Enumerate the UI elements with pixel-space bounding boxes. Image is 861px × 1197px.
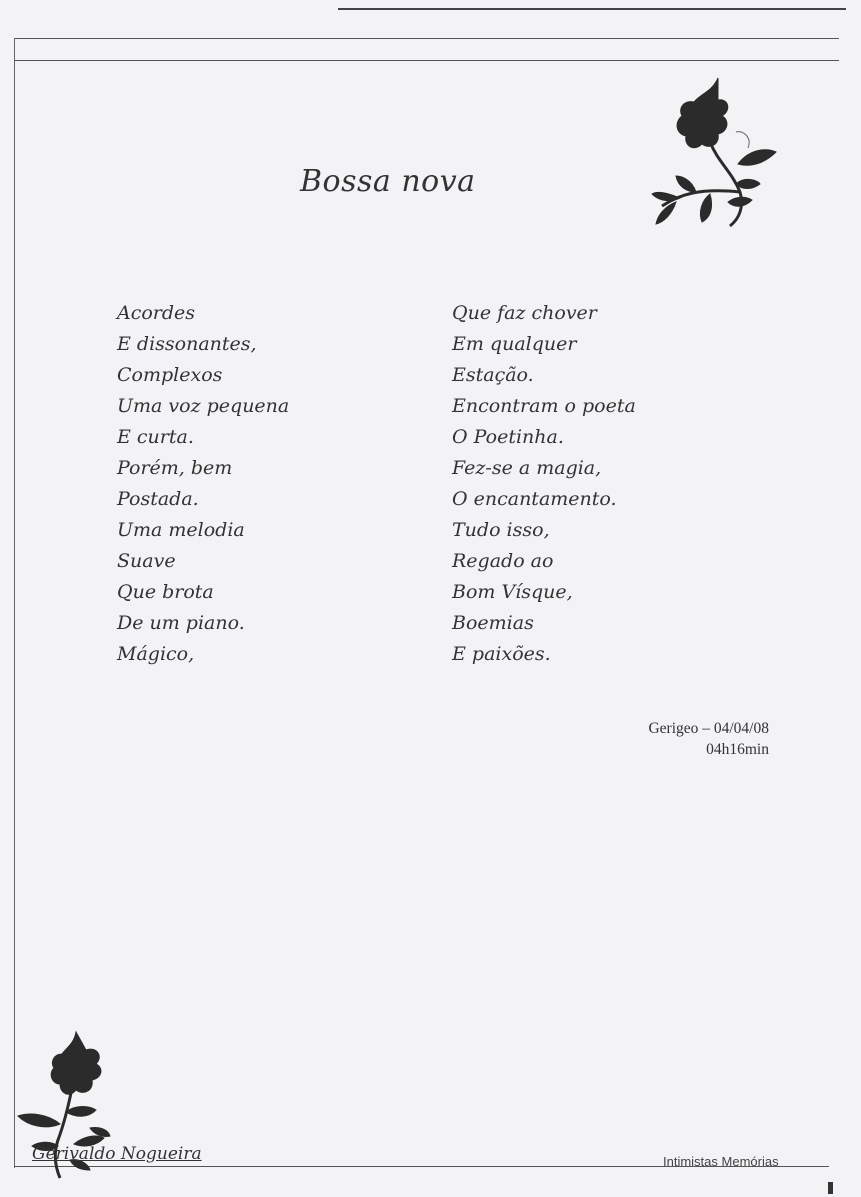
corner-mark	[828, 1182, 833, 1194]
poem-line: Boemias	[452, 612, 534, 634]
poem-line: E curta.	[117, 426, 194, 448]
poem-line: Estação.	[452, 364, 534, 386]
poem-signature	[648, 718, 769, 760]
flower-silhouette-icon	[640, 72, 790, 237]
poem-line: O encantamento.	[452, 488, 617, 510]
author-name: Gerivaldo Nogueira	[32, 1144, 202, 1164]
poem-line: Acordes	[117, 302, 196, 324]
collection-name: Intimistas Memórias	[663, 1154, 779, 1169]
signature-place-date: Gerigeo – 04/04/08	[648, 720, 769, 737]
poem-line: Postada.	[117, 488, 199, 510]
poem-line: Complexos	[117, 364, 223, 386]
poem-line: Mágico,	[117, 643, 195, 665]
poem-line: Fez-se a magia,	[452, 457, 602, 479]
poem-line: E paixões.	[452, 643, 551, 665]
poem-title: Bossa nova	[300, 164, 476, 199]
poem-line: Que faz chover	[452, 302, 597, 324]
poem-column-right	[452, 298, 636, 670]
top-rule-short	[338, 8, 846, 10]
poem-line: Bom Vísque,	[452, 581, 573, 603]
top-rule-lower	[14, 60, 839, 61]
poem-line: Uma voz pequena	[117, 395, 290, 417]
poem-line: E dissonantes,	[117, 333, 257, 355]
signature-time: 04h16min	[706, 741, 769, 758]
poem-column-left	[117, 298, 289, 670]
poem-line: Em qualquer	[452, 333, 577, 355]
poem-line: Regado ao	[452, 550, 554, 572]
poem-line: Suave	[117, 550, 176, 572]
poem-line: Uma melodia	[117, 519, 245, 541]
poem-line: Tudo isso,	[452, 519, 550, 541]
left-margin-rule	[14, 38, 15, 1168]
top-rule-upper	[14, 38, 839, 39]
flower-silhouette-icon	[14, 1028, 134, 1188]
poem-line: Que brota	[117, 581, 214, 603]
poem-line: Encontram o poeta	[452, 395, 636, 417]
poem-line: De um piano.	[117, 612, 245, 634]
poem-line: O Poetinha.	[452, 426, 564, 448]
poem-line: Porém, bem	[117, 457, 233, 479]
